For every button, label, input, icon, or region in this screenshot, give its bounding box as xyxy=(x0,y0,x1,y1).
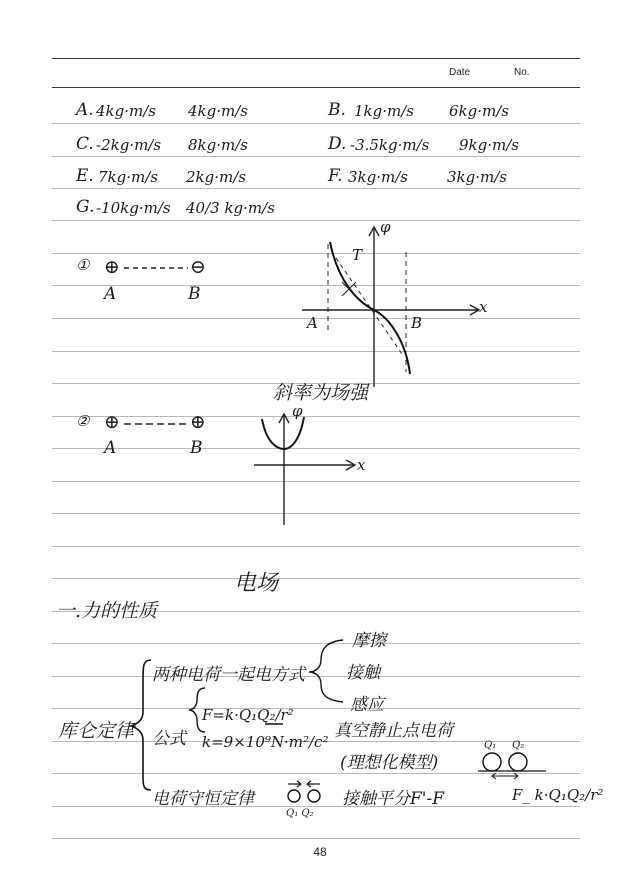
option-before: -2kg·m/s xyxy=(96,136,162,154)
phi-axis-label: φ xyxy=(380,218,391,236)
positive-charge-icon: ⊕ xyxy=(104,411,120,433)
dashed-connector xyxy=(120,260,190,276)
sphere-q1-label: Q₁ xyxy=(484,740,497,751)
charge-a-label: A xyxy=(104,438,117,458)
positive-charge-icon: ⊕ xyxy=(104,256,120,278)
charge-a-label: A xyxy=(104,284,117,304)
force-tail: F_ k·Q₁Q₂/r² xyxy=(512,786,604,804)
slope-note: 斜率为场强 xyxy=(273,382,369,404)
condition-point-charge: 真空静止点电荷 xyxy=(334,721,453,741)
no-label: No. xyxy=(514,67,530,78)
option-label: D. xyxy=(328,134,347,154)
potential-graph-2 xyxy=(250,405,370,530)
option-before: 3kg·m/s xyxy=(348,168,408,186)
formula-force: F=k·Q₁Q₂/r² xyxy=(202,706,294,724)
potential-graph-1 xyxy=(298,222,498,392)
option-after: 40/3 kg·m/s xyxy=(186,199,275,217)
figure-1-index: ① xyxy=(76,256,90,274)
option-after: 6kg·m/s xyxy=(449,102,509,120)
option-before: 7kg·m/s xyxy=(98,168,158,186)
method-induction: 感应 xyxy=(350,695,384,715)
option-label: C. xyxy=(76,134,94,154)
negative-charge-icon: ⊖ xyxy=(190,256,206,278)
contact-share-rule: 接触平分F'-F xyxy=(342,789,445,809)
option-after: 8kg·m/s xyxy=(188,136,248,154)
x-axis-label: x xyxy=(357,456,366,474)
date-label: Date xyxy=(449,67,471,78)
x-axis-label: x xyxy=(479,298,488,316)
positive-charge-icon: ⊕ xyxy=(190,411,206,433)
option-label: G. xyxy=(76,197,95,217)
coulomb-law-root: 库仑定律 xyxy=(58,720,135,742)
condition-ideal-model: (理想化模型) xyxy=(340,753,439,773)
formula-constant: k=9×10⁹N·m²/c² xyxy=(202,733,329,751)
header-rule xyxy=(52,87,580,88)
branch-charge-methods: 两种电荷一起电方式 xyxy=(152,665,305,685)
option-label: E. xyxy=(76,166,94,186)
sphere-q2-label: Q₂ xyxy=(512,740,525,751)
graph-b-label: B xyxy=(411,314,423,332)
phi-axis-label: φ xyxy=(292,402,303,420)
page-number: 48 xyxy=(313,845,327,859)
option-before: 1kg·m/s xyxy=(354,102,414,120)
branch-formula: 公式 xyxy=(152,729,186,749)
option-label: F. xyxy=(328,166,343,186)
sphere-pair-labels: Q₁ Q₂ xyxy=(286,808,314,819)
method-contact: 接触 xyxy=(346,663,380,683)
tangent-label: T xyxy=(352,246,363,264)
graph-a-label: A xyxy=(307,314,318,332)
sphere-pair-icon xyxy=(284,778,328,806)
option-before: 4kg·m/s xyxy=(96,102,156,120)
section-title: 电场 xyxy=(234,571,279,596)
option-label: A. xyxy=(76,100,94,120)
option-label: B. xyxy=(328,100,346,120)
option-after: 2kg·m/s xyxy=(186,168,246,186)
option-before: -3.5kg·m/s xyxy=(350,136,430,154)
charge-b-label: B xyxy=(188,284,201,304)
option-after: 9kg·m/s xyxy=(459,136,519,154)
two-spheres-sketch xyxy=(478,748,548,784)
option-after: 3kg·m/s xyxy=(447,168,507,186)
top-rule xyxy=(52,58,580,59)
dashed-connector xyxy=(120,416,190,432)
option-before: -10kg·m/s xyxy=(96,199,171,217)
method-friction: 摩擦 xyxy=(352,631,386,651)
branch-charge-conservation: 电荷守恒定律 xyxy=(152,789,254,809)
section-heading: 一.力的性质 xyxy=(56,600,158,622)
option-after: 4kg·m/s xyxy=(188,102,248,120)
charge-b-label: B xyxy=(190,438,203,458)
figure-2-index: ② xyxy=(76,412,90,430)
